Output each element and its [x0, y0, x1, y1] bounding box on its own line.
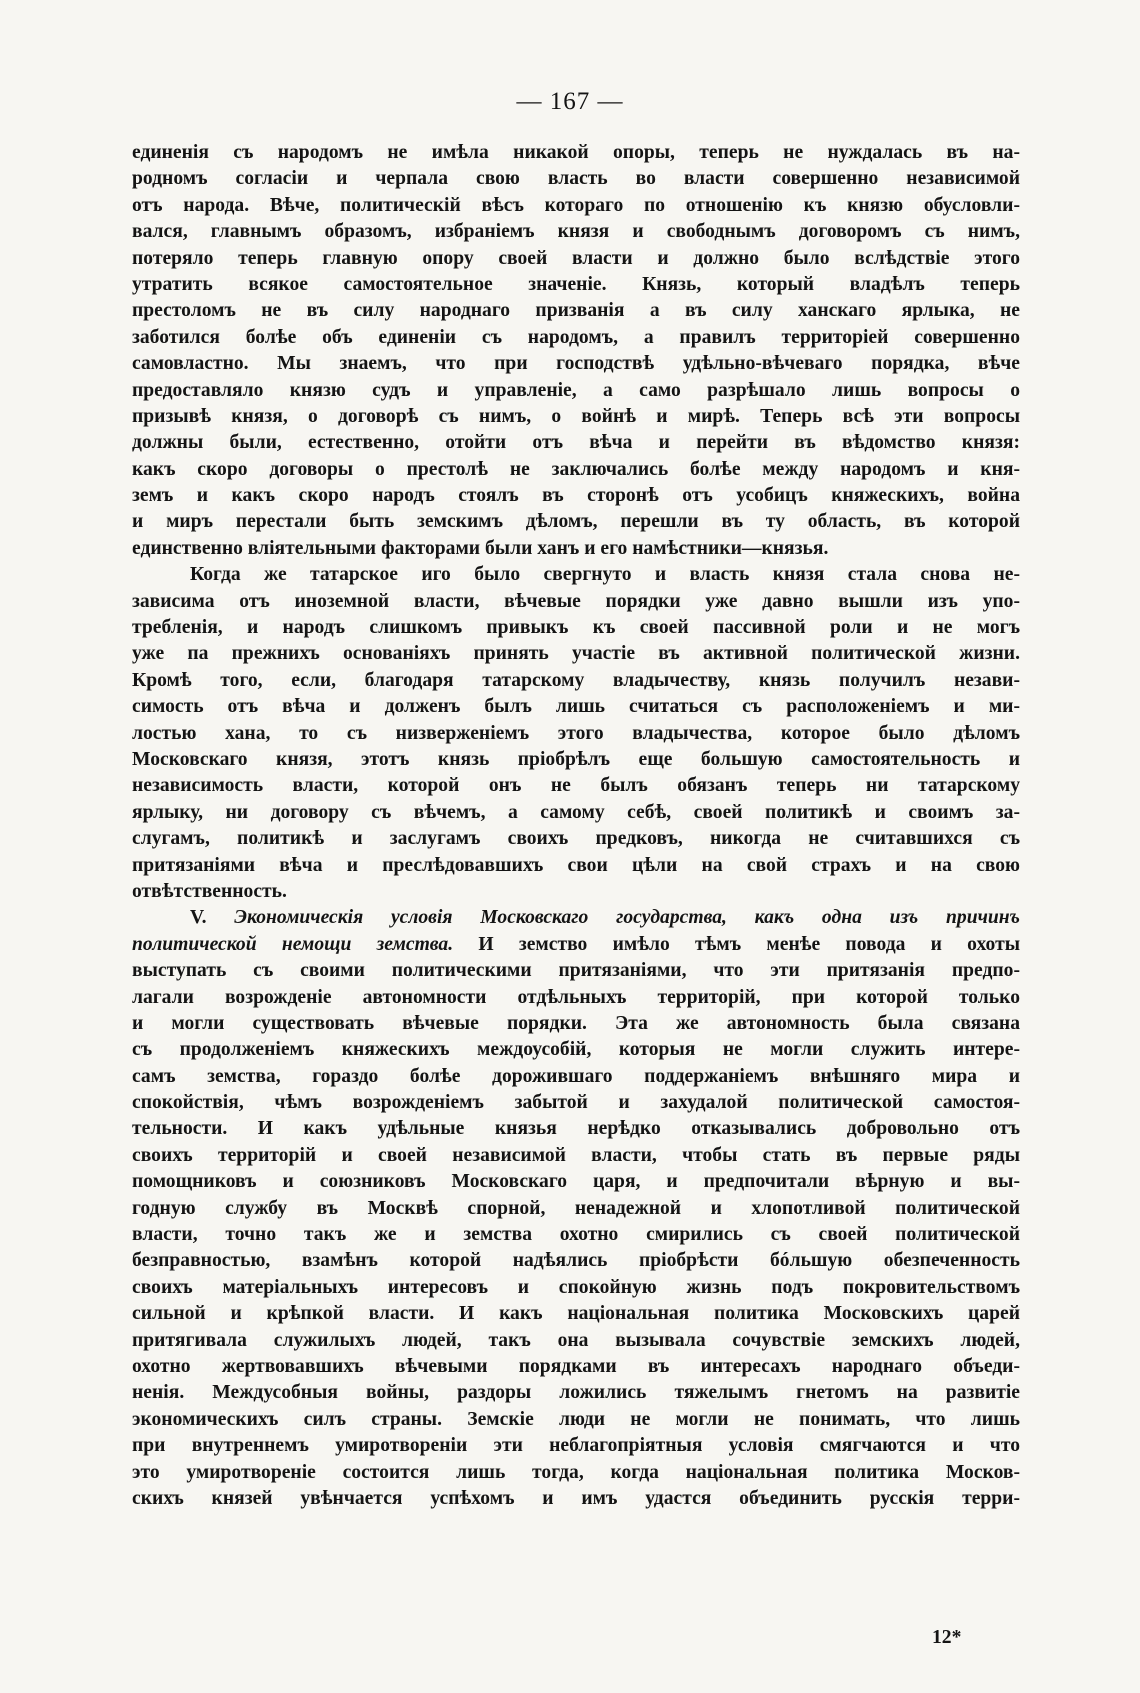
section-heading-italic: Экономическія условія Московскаго государства, какъ одна изъ причинъ: [234, 907, 1020, 929]
text-line: [132, 800, 1020, 826]
text-line-content: потеряло теперь главную опору своей власти и должно было вслѣдствіе этого: [132, 247, 1020, 269]
text-line: [132, 509, 1020, 535]
text-line-content: спокойствія, чѣмъ возрожденіемъ забытой и захудалой политической самостоя-: [132, 1092, 1020, 1114]
text-line-content: престоломъ не въ силу народнаго призванія а въ силу ханскаго ярлыка, не: [132, 300, 1020, 322]
text-line-content: скихъ князей увѣнчается успѣхомъ и имъ удастся объединить русскія терри-: [132, 1487, 1020, 1509]
text-line-content: Когда же татарское иго было свергнуто и власть князя стала снова не-: [190, 564, 1020, 586]
section-heading-italic: политической немощи земства.: [132, 933, 454, 955]
text-line: [132, 378, 1020, 404]
text-line-content: власти, точно такъ же и земства охотно смирились съ своей политической: [132, 1224, 1020, 1246]
text-line-content: съ продолженіемъ княжескихъ междоусобій, которыя не могли служить интере-: [132, 1039, 1020, 1061]
text-line-tail: И земство имѣло тѣмъ менѣе повода и охоты: [453, 933, 1020, 955]
text-line: [132, 1143, 1020, 1169]
text-line-content: симость отъ вѣча и долженъ былъ лишь считаться съ расположеніемъ и ми-: [132, 696, 1020, 718]
text-line: [132, 958, 1020, 984]
text-line-content: какъ скоро договоры о престолѣ не заключались болѣе между народомъ и кня-: [132, 458, 1020, 480]
text-line: [132, 1037, 1020, 1063]
text-line: [132, 1486, 1020, 1512]
text-line: [132, 219, 1020, 245]
text-line: [132, 615, 1020, 641]
text-line: [132, 1222, 1020, 1248]
text-line: [132, 246, 1020, 272]
text-line: [132, 140, 1020, 166]
text-line-content: ненія. Междусобныя войны, раздоры ложились тяжелымъ гнетомъ на развитіе: [132, 1382, 1020, 1404]
text-line-content: слугамъ, политикѣ и заслугамъ своихъ предковъ, никогда не считавшихся съ: [132, 828, 1020, 850]
text-line: [132, 1248, 1020, 1274]
text-line: [132, 1460, 1020, 1486]
text-line: [132, 193, 1020, 219]
text-line: [132, 826, 1020, 852]
text-line-content: уже па прежнихъ основаніяхъ принять участіе въ активной политической жизни.: [132, 643, 1020, 665]
text-line-content: единенія съ народомъ не имѣла никакой опоры, теперь не нуждалась въ на-: [132, 142, 1020, 163]
text-line-content: притязаніями вѣча и преслѣдовавшихъ свои цѣли на свой страхъ и на свою: [132, 854, 1020, 876]
text-line-content: требленія, и народъ слишкомъ привыкъ къ своей пассивной роли и не могъ: [132, 617, 1020, 639]
text-line: [132, 694, 1020, 720]
text-line-content: годную службу въ Москвѣ спорной, ненадежной и хлопотливой политической: [132, 1197, 1020, 1219]
text-line-content: своихъ территорій и своей независимой власти, чтобы стать въ первые ряды: [132, 1144, 1020, 1166]
text-line: [132, 641, 1020, 667]
text-line: [132, 536, 1020, 562]
text-line-content: вался, главнымъ образомъ, избраніемъ князя и свободнымъ договоромъ съ нимъ,: [132, 221, 1020, 243]
text-line: [132, 1328, 1020, 1354]
body-text: [132, 140, 1020, 1512]
text-line-content: заботился болѣе объ единеніи съ народомъ, а правилъ территоріей совершенно: [132, 326, 1020, 348]
text-line: [132, 351, 1020, 377]
text-line-content: лагали возрожденіе автономности отдѣльныхъ территорій, при которой только: [132, 986, 1020, 1008]
text-line: [132, 1433, 1020, 1459]
text-line: [132, 298, 1020, 324]
text-line-content: при внутреннемъ умиротвореніи эти неблагопріятныя условія смягчаются и что: [132, 1435, 1020, 1457]
text-line-content: родномъ согласіи и черпала свою власть во власти совершенно независимой: [132, 168, 1020, 190]
text-line-content: это умиротвореніе состоится лишь тогда, когда національная политика Москов-: [132, 1461, 1020, 1483]
text-line-content: лостью хана, то съ низверженіемъ этого владычества, которое было дѣломъ: [132, 722, 1020, 744]
text-line-content: своихъ матеріальныхъ интересовъ и спокойную жизнь подъ покровительствомъ: [132, 1276, 1020, 1298]
text-line-content: предоставляло князю судъ и управленіе, а само разрѣшало лишь вопросы о: [132, 379, 1020, 401]
text-line: [132, 747, 1020, 773]
text-line-content: самъ земства, гораздо болѣе дорожившаго поддержаніемъ внѣшняго мира и: [132, 1065, 1020, 1087]
text-line-content: отъ народа. Вѣче, политическій вѣсъ котораго по отношенію къ князю обусловли-: [132, 194, 1020, 216]
text-line: [132, 1090, 1020, 1116]
text-line: [132, 1301, 1020, 1327]
text-line-content: охотно жертвовавшихъ вѣчевыми порядками въ интересахъ народнаго объеди-: [132, 1355, 1020, 1377]
text-line-content: экономическихъ силъ страны. Земскіе люди не могли не понимать, что лишь: [132, 1408, 1020, 1430]
text-line-content: ярлыку, ни договору съ вѣчемъ, а самому себѣ, своей политикѣ и своимъ за-: [132, 801, 1020, 823]
text-line: [132, 853, 1020, 879]
text-line-content: зависима отъ иноземной власти, вѣчевые порядки уже давно вышли изъ упо-: [132, 590, 1020, 612]
text-line-content: призывѣ князя, о договорѣ съ нимъ, о войнѣ и мирѣ. Теперь всѣ эти вопросы: [132, 405, 1020, 427]
text-line-content: отвѣтственность.: [132, 880, 287, 902]
text-line: [132, 668, 1020, 694]
text-line-content: должны были, естественно, отойти отъ вѣча и перейти въ вѣдомство князя:: [132, 432, 1020, 454]
text-line: [132, 404, 1020, 430]
text-line: [132, 562, 1020, 588]
text-line: [132, 272, 1020, 298]
text-line-content: и могли существовать вѣчевые порядки. Эта же автономность была связана: [132, 1012, 1020, 1034]
text-line: [132, 721, 1020, 747]
text-line-content: притягивала служилыхъ людей, такъ она вызывала сочувствіе земскихъ людей,: [132, 1329, 1020, 1351]
text-line: [132, 1380, 1020, 1406]
text-line: [132, 325, 1020, 351]
page-number: — 167 —: [516, 88, 624, 115]
text-line-content: и миръ перестали быть земскимъ дѣломъ, перешли въ ту область, въ которой: [132, 511, 1020, 533]
text-line: [132, 1064, 1020, 1090]
text-line: [132, 430, 1020, 456]
text-line: [132, 1407, 1020, 1433]
text-line: [132, 985, 1020, 1011]
text-line-content: земъ и какъ скоро народъ стоялъ въ сторонѣ отъ усобицъ княжескихъ, война: [132, 485, 1020, 507]
text-line: [132, 589, 1020, 615]
text-line: [132, 166, 1020, 192]
text-line: [132, 773, 1020, 799]
text-line-content: утратить всякое самостоятельное значеніе. Князь, который владѣлъ теперь: [132, 273, 1020, 295]
text-line: [132, 932, 1020, 958]
text-line: [132, 1116, 1020, 1142]
text-line-content: помощниковъ и союзниковъ Московскаго царя, и предпочитали вѣрную и вы-: [132, 1171, 1020, 1193]
text-line-content: сильной и крѣпкой власти. И какъ національная политика Московскихъ царей: [132, 1303, 1020, 1325]
text-line: [132, 905, 1020, 931]
text-line: [132, 879, 1020, 905]
text-line-content: независимость власти, которой онъ не былъ обязанъ теперь ни татарскому: [132, 775, 1020, 797]
text-line-content: единственно вліятельными факторами были ханъ и его намѣстники—князья.: [132, 537, 829, 559]
text-line-content: тельности. И какъ удѣльные князья нерѣдко отказывались добровольно отъ: [132, 1118, 1020, 1140]
text-line-content: выступать съ своими политическими притязаніями, что эти притязанія предпо-: [132, 960, 1020, 982]
text-line: [132, 1275, 1020, 1301]
text-line-content: Московскаго князя, этотъ князь пріобрѣлъ еще большую самостоятельность и: [132, 748, 1020, 770]
text-line-content: V.: [190, 907, 235, 929]
text-line: [132, 1354, 1020, 1380]
text-line: [132, 457, 1020, 483]
text-line: [132, 1169, 1020, 1195]
text-line-content: самовластно. Мы знаемъ, что при господствѣ удѣльно-вѣчеваго порядка, вѣче: [132, 353, 1020, 375]
text-line: [132, 1196, 1020, 1222]
printer-signature-mark: 12*: [932, 1627, 962, 1648]
text-line-content: безправностью, взамѣнъ которой надѣялись пріобрѣсти бóльшую обезпеченность: [132, 1250, 1020, 1272]
text-line-content: Кромѣ того, если, благодаря татарскому владычеству, князь получилъ незави-: [132, 669, 1020, 691]
text-line: [132, 1011, 1020, 1037]
text-line: [132, 483, 1020, 509]
